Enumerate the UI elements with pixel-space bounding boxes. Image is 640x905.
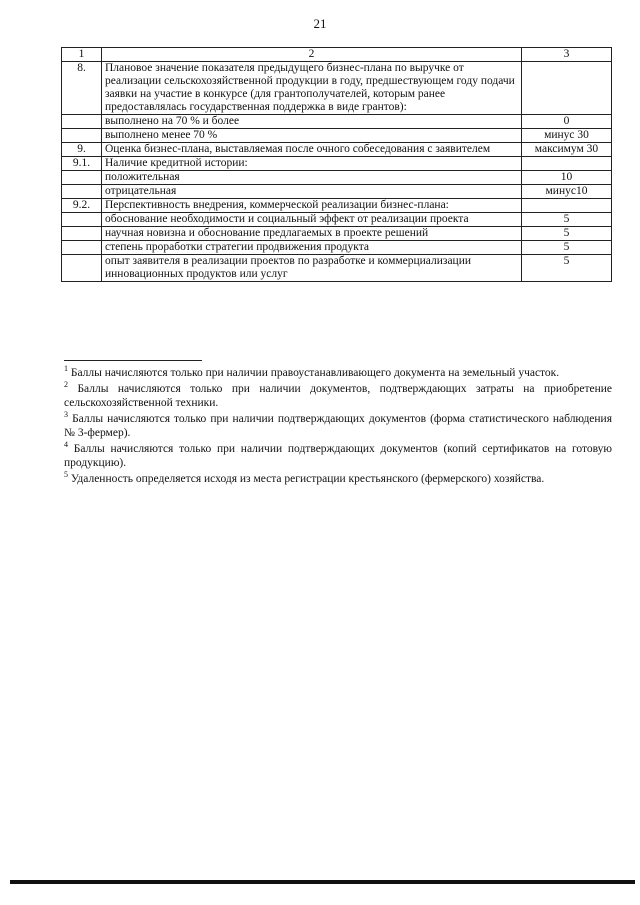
row-number bbox=[62, 213, 102, 227]
criteria-table-body bbox=[62, 48, 612, 282]
table-row bbox=[62, 199, 612, 213]
header-col-1: 1 bbox=[62, 48, 102, 62]
row-number bbox=[62, 255, 102, 282]
table-row bbox=[62, 213, 612, 227]
row-score: максимум 30 bbox=[522, 143, 612, 157]
header-col-2: 2 bbox=[102, 48, 522, 62]
footnote-text: Удаленность определяется исходя из места регистрации крестьянского (фермерского) хозяйства. bbox=[70, 473, 545, 485]
row-description: Перспективность внедрения, коммерческой реализации бизнес-плана: bbox=[102, 199, 522, 213]
table-header-row bbox=[62, 48, 612, 62]
row-number bbox=[62, 241, 102, 255]
footnotes bbox=[64, 366, 612, 488]
table-row bbox=[62, 241, 612, 255]
table-row bbox=[62, 115, 612, 129]
row-number bbox=[62, 171, 102, 185]
footnote-mark: 4 bbox=[64, 440, 68, 450]
row-description: Плановое значение показателя предыдущего бизнес-плана по выручке от реализации сельскохозяйственной продукции в году, предшествующем году подачи заявки на участие в конкурсе (для грантополучателей, которым ранее предоставлялась государственная поддержка в виде грантов): bbox=[102, 62, 522, 115]
footnote-text: Баллы начисляются только при наличии подтверждающих документов (копий сертификатов на готовую продукцию). bbox=[64, 443, 613, 469]
row-score bbox=[522, 199, 612, 213]
row-score: 0 bbox=[522, 115, 612, 129]
row-number bbox=[62, 185, 102, 199]
row-score: 5 bbox=[522, 213, 612, 227]
row-number: 8. bbox=[62, 62, 102, 115]
criteria-table bbox=[61, 47, 612, 282]
page-number: 21 bbox=[313, 16, 327, 31]
footnote-text: Баллы начисляются только при наличии подтверждающих документов (форма статистического наблюдения № 3-фермер). bbox=[64, 413, 612, 439]
table-row bbox=[62, 129, 612, 143]
footnote-mark: 5 bbox=[64, 470, 68, 480]
bottom-border-line bbox=[10, 880, 635, 884]
footnote bbox=[64, 366, 612, 380]
row-description: опыт заявителя в реализации проектов по разработке и коммерциализации инновационных продуктов или услуг bbox=[102, 255, 522, 282]
row-score: минус 30 bbox=[522, 129, 612, 143]
row-score: 5 bbox=[522, 255, 612, 282]
row-description: степень проработки стратегии продвижения продукта bbox=[102, 241, 522, 255]
row-score: 10 bbox=[522, 171, 612, 185]
row-number: 9. bbox=[62, 143, 102, 157]
row-description: выполнено менее 70 % bbox=[102, 129, 522, 143]
row-score bbox=[522, 157, 612, 171]
footnote-text: Баллы начисляются только при наличии документов, подтверждающих затраты на приобретение сельскохозяйственной техники. bbox=[64, 383, 613, 409]
row-score: 5 bbox=[522, 241, 612, 255]
row-description: Наличие кредитной истории: bbox=[102, 157, 522, 171]
table-row bbox=[62, 255, 612, 282]
row-score: минус10 bbox=[522, 185, 612, 199]
table-row bbox=[62, 62, 612, 115]
header-col-3: 3 bbox=[522, 48, 612, 62]
table-row bbox=[62, 157, 612, 171]
row-description: научная новизна и обоснование предлагаемых в проекте решений bbox=[102, 227, 522, 241]
footnote bbox=[64, 442, 612, 470]
table-row bbox=[62, 185, 612, 199]
row-number bbox=[62, 129, 102, 143]
row-description: обоснование необходимости и социальный эффект от реализации проекта bbox=[102, 213, 522, 227]
footnote-mark: 3 bbox=[64, 410, 68, 420]
row-number bbox=[62, 115, 102, 129]
footnote-text: Баллы начисляются только при наличии правоустанавливающего документа на земельный участок. bbox=[70, 367, 560, 379]
footnote bbox=[64, 412, 612, 440]
row-number bbox=[62, 227, 102, 241]
footnote bbox=[64, 382, 612, 410]
table-row bbox=[62, 143, 612, 157]
row-description: отрицательная bbox=[102, 185, 522, 199]
footnote-divider bbox=[64, 360, 202, 361]
table-row bbox=[62, 171, 612, 185]
row-description: положительная bbox=[102, 171, 522, 185]
row-number: 9.1. bbox=[62, 157, 102, 171]
row-description: выполнено на 70 % и более bbox=[102, 115, 522, 129]
row-score bbox=[522, 62, 612, 115]
row-description: Оценка бизнес-плана, выставляемая после очного собеседования с заявителем bbox=[102, 143, 522, 157]
row-score: 5 bbox=[522, 227, 612, 241]
footnote bbox=[64, 472, 612, 486]
footnote-mark: 2 bbox=[64, 380, 68, 390]
table-row bbox=[62, 227, 612, 241]
footnote-mark: 1 bbox=[64, 364, 68, 374]
row-number: 9.2. bbox=[62, 199, 102, 213]
